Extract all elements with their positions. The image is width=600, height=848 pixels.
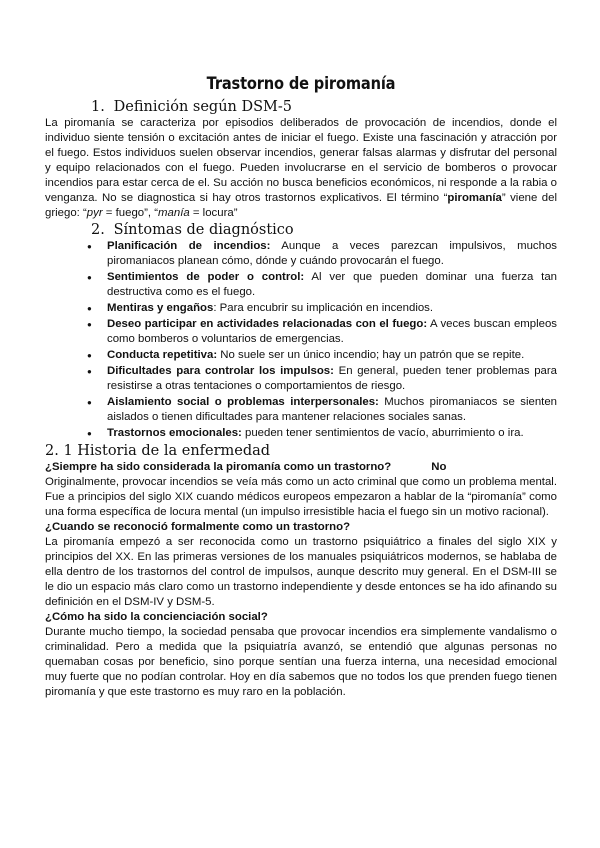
page-title: Trastorno de piromanía (206, 74, 396, 94)
definition-text-mid: ” viene del griego: “ (45, 192, 557, 219)
symptom-item (107, 348, 557, 363)
symptom-text: Muchos piromaniacos se sienten aislados o tienen dificultades para mantener relaciones sociales sanas. (107, 396, 557, 423)
symptom-item (107, 364, 557, 394)
symptom-label: Sentimientos de poder o control: (107, 271, 305, 283)
definition-paragraph (45, 116, 557, 221)
term-bold: piromanía (447, 192, 502, 204)
symptom-text: Al ver que pueden dominar una fuerza tan destructiva como es el fuego. (107, 271, 557, 298)
history-paragraph-3: Durante mucho tiempo, la sociedad pensaba que provocar incendios era simplemente vandalismo o criminalidad. Pero a medida que la psiquiatría avanzó, se entendió que algunas personas no quemaban cosas por beneficio, sino porque sentían una fuerza interna, una necesidad emocional muy fuerte que no podían controlar. Hoy en día sabemos que no todos los que prenden fuego tienen piromanía y que este trastorno es muy raro en la población. (45, 626, 557, 698)
term-mania: manía (158, 207, 190, 219)
term-mania-meaning: = locura” (189, 207, 238, 219)
term-pyr-meaning: = fuego”, “ (102, 207, 159, 219)
history-paragraph-2: La piromanía empezó a ser reconocida como un trastorno psiquiátrico a finales del siglo XIX y principios del XX. En las primeras versiones de los manuales psiquiátricos modernos, se hablaba de ella dentro de los trastornos del control de impulsos, aunque descrito muy general. En el DSM-III se le dio un espacio más claro como un trastorno independiente y desde entonces se ha ido afinando su definición en el DSM-IV y DSM-5. (45, 536, 557, 608)
question-1 (45, 460, 557, 475)
question-text: ¿Siempre ha sido considerada la piromanía como un trastorno? (45, 461, 392, 473)
symptom-text: : Para encubrir su implicación en incendios. (213, 302, 434, 314)
section-heading-symptoms (45, 221, 557, 239)
symptom-label: Dificultades para controlar los impulsos: (107, 365, 334, 377)
section-heading-definition (45, 98, 557, 116)
section-number: 2. (91, 222, 105, 238)
question-answer: No (431, 461, 447, 473)
symptom-text: pueden tener sentimientos de vacío, aburrimiento o ira. (241, 427, 524, 439)
symptom-item (107, 317, 557, 347)
symptom-label: Trastornos emocionales: (107, 427, 242, 439)
section-heading-text: Síntomas de diagnóstico (113, 222, 294, 238)
term-pyr: pyr (86, 207, 103, 219)
section-heading-text: Definición según DSM-5 (113, 99, 293, 115)
symptom-item (107, 426, 557, 441)
symptom-text: En general, pueden tener problemas para resistirse a otras tentaciones o comportamientos de riesgo. (107, 365, 557, 392)
section-number: 1. (91, 99, 105, 115)
section-heading-history: 2. 1 Historia de la enfermedad (45, 443, 271, 459)
symptom-item (107, 270, 557, 300)
symptom-label: Deseo participar en actividades relacionadas con el fuego: (107, 318, 428, 330)
symptom-label: Mentiras y engaños (107, 302, 214, 314)
symptom-label: Planificación de incendios: (107, 240, 271, 252)
symptom-item (107, 395, 557, 425)
symptom-item (107, 239, 557, 269)
question-3: ¿Cómo ha sido la concienciación social? (45, 611, 268, 623)
symptom-label: Conducta repetitiva: (107, 349, 218, 361)
symptom-text: No suele ser un único incendio; hay un patrón que se repite. (217, 349, 525, 361)
symptom-list (45, 239, 557, 441)
symptom-label: Aislamiento social o problemas interpersonales: (107, 396, 379, 408)
symptom-text: A veces buscan empleos como bomberos o voluntarios de emergencias. (107, 318, 557, 345)
history-paragraph-1: Originalmente, provocar incendios se veía más como un acto criminal que como un problema mental. Fue a principios del siglo XIX cuando médicos europeos empezaron a hablar de la “piromanía” como una forma específica de locura mental (un impulso irresistible hacia el fuego sin un motivo racional). (45, 476, 557, 518)
symptom-item (107, 301, 557, 316)
question-2: ¿Cuando se reconoció formalmente como un trastorno? (45, 521, 351, 533)
symptom-text: Aunque a veces parezcan impulsivos, muchos piromaniacos planean cómo, dónde y cuándo provocarán el fuego. (107, 240, 557, 267)
definition-text: La piromanía se caracteriza por episodios deliberados de provocación de incendios, donde el individuo siente tensión o excitación antes de iniciar el fuego. Existe una fascinación y atracción por el fuego. Estos individuos suelen observar incendios, generar falsas alarmas y disfrutar del personal y equipo relacionados con el fuego. Pueden involucrarse en el servicio de bomberos o provocar incendios para estar cerca de el. Su acción no busca beneficios económicos, ni responde a la rabia o venganza. No se diagnostica si hay otros trastornos explicativos. El término “ (45, 117, 557, 204)
